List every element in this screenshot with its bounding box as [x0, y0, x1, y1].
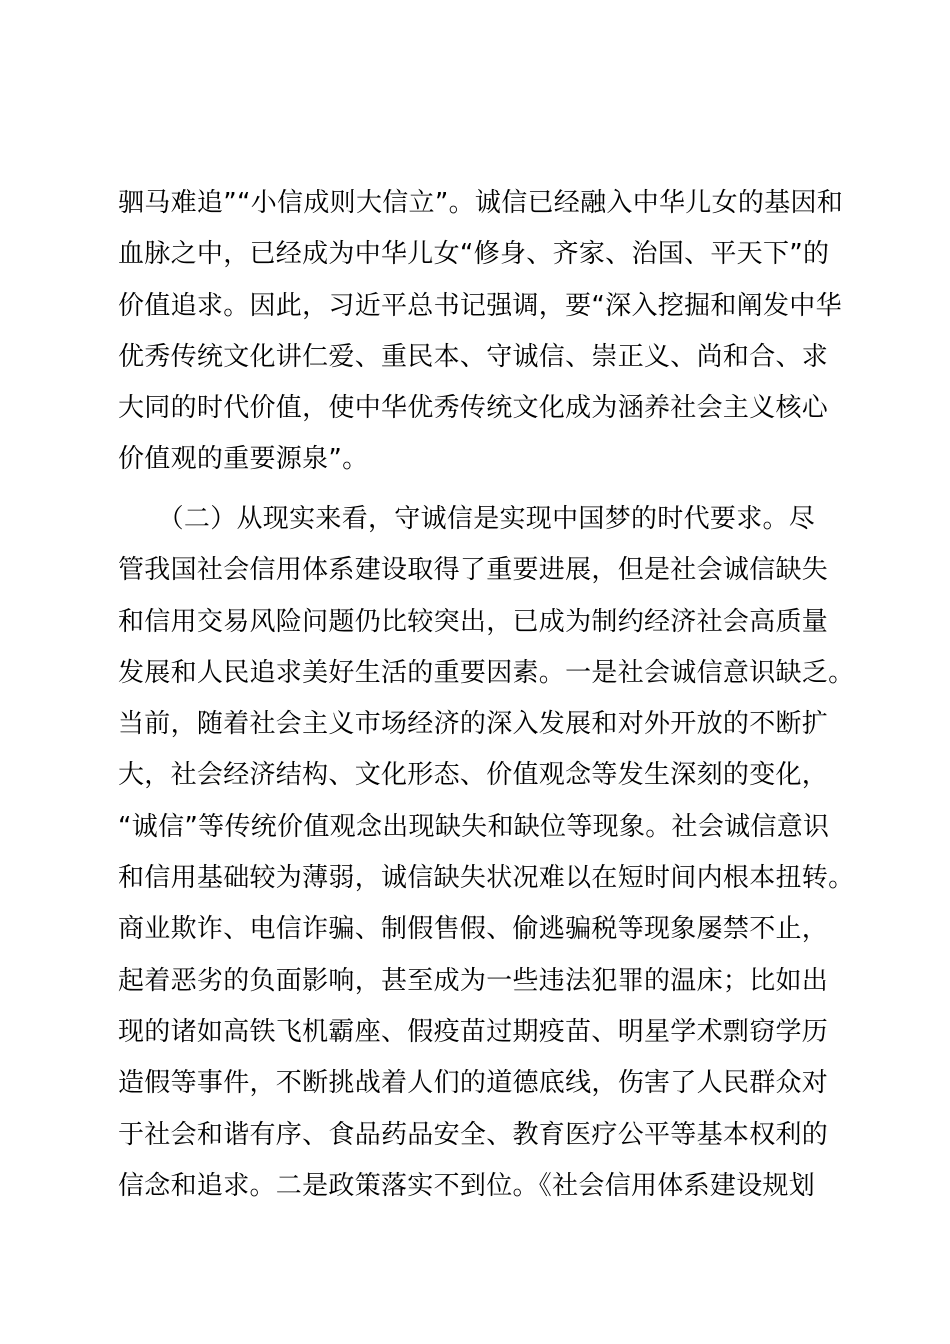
text-line: 和信用基础较为薄弱，诚信缺失状况难以在短时间内根本扭转。 [118, 863, 855, 894]
text-line: 大同的时代价值，使中华优秀传统文化成为涵养社会主义核心 [118, 393, 829, 424]
text-line: 现的诸如高铁飞机霸座、假疫苗过期疫苗、明星学术剽窃学历 [118, 1016, 829, 1047]
paragraph-2 [118, 494, 855, 1212]
text-line: “诚信”等传统价值观念出现缺失和缺位等现象。社会诚信意识 [118, 811, 830, 842]
text-line: 商业欺诈、电信诈骗、制假售假、偷逃骗税等现象屡禁不止， [118, 914, 829, 945]
text-line: 管我国社会信用体系建设取得了重要进展，但是社会诚信缺失 [118, 555, 829, 586]
text-line: 和信用交易风险问题仍比较突出，已成为制约经济社会高质量 [118, 606, 829, 637]
text-line: 价值观的重要源泉”。 [118, 444, 369, 475]
text-line: 血脉之中，已经成为中华儿女“修身、齐家、治国、平天下”的 [118, 239, 830, 270]
text-line: 优秀传统文化讲仁爱、重民本、守诚信、崇正义、尚和合、求 [118, 341, 829, 372]
text-line: 大，社会经济结构、文化形态、价值观念等发生深刻的变化， [118, 760, 829, 791]
paragraph-1 [118, 178, 844, 486]
text-line: 信念和追求。二是政策落实不到位。《社会信用体系建设规划 [118, 1170, 816, 1201]
text-line: 发展和人民追求美好生活的重要因素。一是社会诚信意识缺乏。 [118, 657, 855, 688]
text-line: 造假等事件，不断挑战着人们的道德底线，伤害了人民群众对 [118, 1068, 829, 1099]
text-line: 当前，随着社会主义市场经济的深入发展和对外开放的不断扩 [118, 709, 829, 740]
text-line: 起着恶劣的负面影响，甚至成为一些违法犯罪的温床；比如出 [118, 965, 829, 996]
text-line: 价值追求。因此，习近平总书记强调，要“深入挖掘和阐发中华 [118, 290, 842, 321]
text-line: 于社会和谐有序、食品药品安全、教育医疗公平等基本权利的 [118, 1119, 829, 1150]
text-line: 驷马难追”“小信成则大信立”。诚信已经融入中华儿女的基因和 [118, 188, 844, 218]
text-line: （二）从现实来看，守诚信是实现中国梦的时代要求。尽 [118, 504, 816, 534]
